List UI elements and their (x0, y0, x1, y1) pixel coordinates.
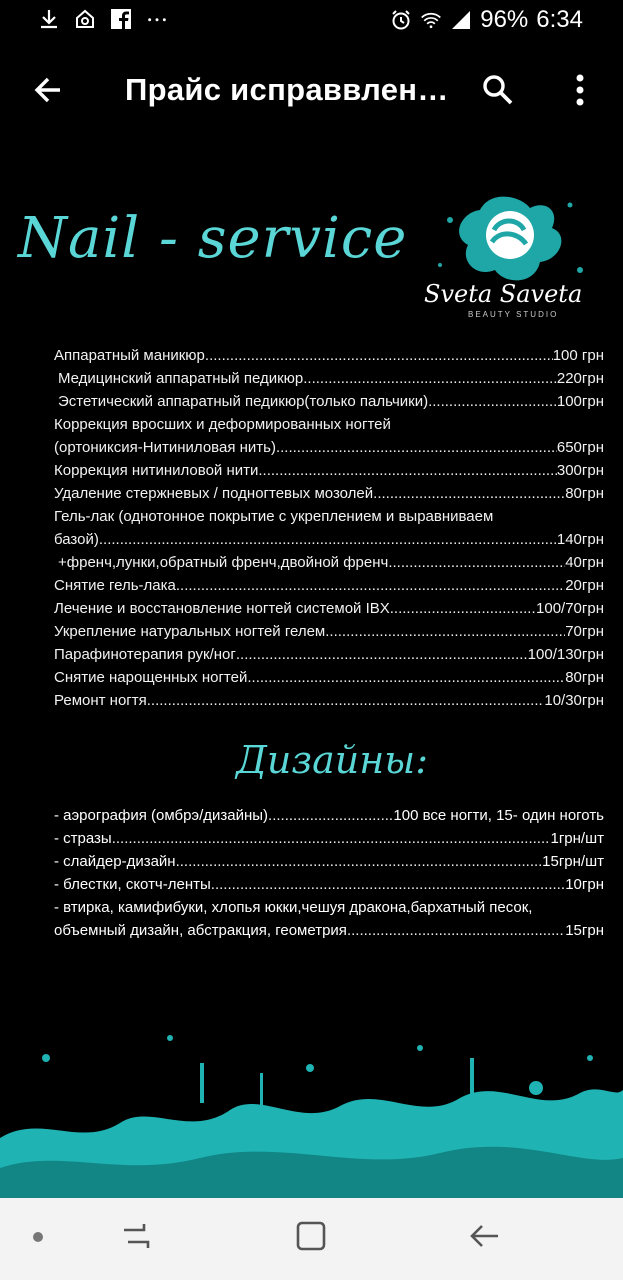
status-bar (0, 0, 623, 44)
back-icon[interactable] (466, 1218, 504, 1254)
list-item: Лечение и восстановление ногтей системой IBX ..... 100/70грн (54, 597, 604, 620)
list-item: (ортониксия-Нитиниловая нить) ..... 650грн (54, 436, 604, 459)
system-nav-bar (0, 1198, 623, 1280)
battery-text: 96% (480, 6, 529, 33)
list-item: Аппаратный маникюр ..... 100 грн (54, 344, 604, 367)
list-item: Укрепление натуральных ногтей гелем ..... 70грн (54, 620, 604, 643)
list-item: Медицинский аппаратный педикюр ..... 220грн (54, 367, 604, 390)
list-item-line: Коррекция вросших и деформированных ногтей (54, 416, 391, 433)
facebook-icon (110, 8, 132, 30)
list-item: объемный дизайн, абстракция, геометрия ..... 15грн (54, 919, 604, 942)
search-icon[interactable] (480, 72, 516, 108)
page-title: Прайс исправвлен… (125, 72, 449, 107)
list-item: Эстетический аппаратный педикюр(только пальчики) ..... 100грн (54, 390, 604, 413)
more-vert-icon[interactable] (568, 70, 592, 110)
list-item-line: Гель-лак (однотонное покрытие с укреплением и выравниваем (54, 508, 494, 525)
list-item: - блестки, скотч-ленты ..... 10грн (54, 873, 604, 896)
logo-subtitle: BEAUTY STUDIO (468, 310, 559, 319)
more-dots-icon (146, 8, 168, 30)
list-item: Ремонт ногтя ..... 10/30грн (54, 689, 604, 712)
list-item: +френч,лунки,обратный френч,двойной френч ..... 40грн (54, 551, 604, 574)
price-list-image[interactable] (0, 138, 623, 1198)
list-item-line: - втирка, камифибуки, хлопья юкки,чешуя дракона,бархатный песок, (54, 899, 533, 916)
service-price-list (54, 344, 604, 712)
list-item: - слайдер-дизайн ..... 15грн/шт (54, 850, 604, 873)
headline: Nail - service (18, 206, 408, 271)
designs-heading: Дизайны: (236, 738, 429, 782)
wifi-icon (420, 9, 442, 31)
list-item: Снятие гель-лака ..... 20грн (54, 574, 604, 597)
list-item: Парафинотерапия рук/ног ..... 100/130грн (54, 643, 604, 666)
home-camera-icon (74, 8, 96, 30)
time-text: 6:34 (536, 6, 583, 33)
logo-name: Sveta Saveta (424, 280, 583, 308)
home-icon[interactable] (294, 1218, 328, 1254)
back-arrow-icon[interactable] (30, 72, 66, 108)
design-price-list (54, 804, 604, 942)
list-item: Удаление стержневых / подногтевых мозолей ..... 80грн (54, 482, 604, 505)
list-item: - стразы ..... 1грн/шт (54, 827, 604, 850)
signal-icon (450, 9, 472, 31)
app-bar (0, 44, 623, 138)
list-item: базой) ..... 140грн (54, 528, 604, 551)
list-item: Снятие нарощенных ногтей ..... 80грн (54, 666, 604, 689)
paint-splash-decoration (0, 1018, 623, 1198)
list-item: Коррекция нитиниловой нити ..... 300грн (54, 459, 604, 482)
list-item: - аэрография (омбрэ/дизайны) ..... 100 все ногти, 15- один ноготь (54, 804, 604, 827)
dot-indicator-icon (33, 1232, 43, 1242)
recent-apps-icon[interactable] (118, 1218, 154, 1254)
alarm-icon (390, 9, 412, 31)
download-icon (38, 8, 60, 30)
